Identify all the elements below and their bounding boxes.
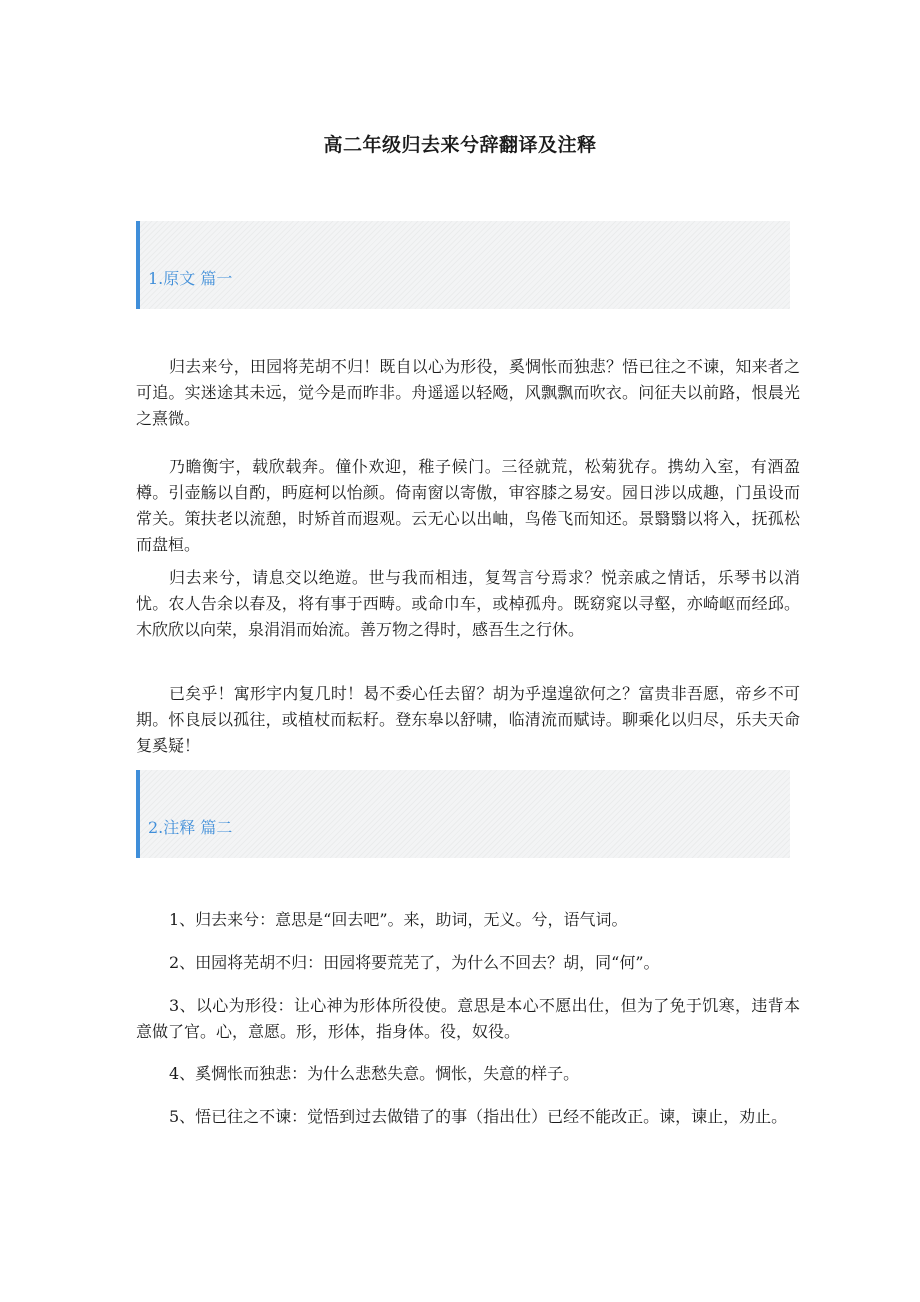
section-heading-annotations: 2.注释 篇二 xyxy=(148,818,233,837)
section-header-original-text xyxy=(136,221,790,309)
annotation-item-1: 1、归去来兮：意思是“回去吧”。来，助词，无义。兮，语气词。 xyxy=(169,910,628,929)
paragraph-original-2: 乃瞻衡宇，载欣载奔。僮仆欢迎，稚子候门。三径就荒，松菊犹存。携幼入室，有酒盈樽。引壶觞以自酌，眄庭柯以怡颜。倚南窗以寄傲，审容膝之易安。园日涉以成趣，门虽设而常关。策扶老以流憩，时矫首而遐观。云无心以出岫，鸟倦飞而知还。景翳翳以将入，抚孤松而盘桓。 xyxy=(136,457,800,554)
annotation-item-3: 3、以心为形役：让心神为形体所役使。意思是本心不愿出仕，但为了免于饥寒，违背本意做了官。心，意愿。形，形体，指身体。役，奴役。 xyxy=(136,996,800,1041)
section-header-annotations xyxy=(136,770,790,858)
annotation-item-2: 2、田园将芜胡不归：田园将要荒芜了，为什么不回去？胡，同“何”。 xyxy=(169,953,660,972)
annotation-item-4: 4、奚惆怅而独悲：为什么悲愁失意。惆怅，失意的样子。 xyxy=(169,1064,580,1083)
paragraph-original-1: 归去来兮，田园将芜胡不归！既自以心为形役，奚惆怅而独悲？悟已往之不谏，知来者之可追。实迷途其未远，觉今是而昨非。舟遥遥以轻飏，风飘飘而吹衣。问征夫以前路，恨晨光之熹微。 xyxy=(136,357,800,428)
annotation-item-5: 5、悟已往之不谏：觉悟到过去做错了的事（指出仕）已经不能改正。谏，谏止，劝止。 xyxy=(169,1107,788,1126)
section-heading-original-text: 1.原文 篇一 xyxy=(148,269,233,288)
document-title: 高二年级归去来兮辞翻译及注释 xyxy=(323,134,597,156)
paragraph-original-3: 归去来兮，请息交以绝遊。世与我而相违，复驾言兮焉求？悦亲戚之情话，乐琴书以消忧。农人告余以春及，将有事于西畴。或命巾车，或棹孤舟。既窈窕以寻壑，亦崎岖而经邱。木欣欣以向荣，泉涓涓而始流。善万物之得时，感吾生之行休。 xyxy=(136,568,800,639)
paragraph-original-4: 已矣乎！寓形宇内复几时！曷不委心任去留？胡为乎遑遑欲何之？富贵非吾愿，帝乡不可期。怀良辰以孤往，或植杖而耘耔。登东皋以舒啸，临清流而赋诗。聊乘化以归尽，乐夫天命复奚疑！ xyxy=(136,684,800,755)
